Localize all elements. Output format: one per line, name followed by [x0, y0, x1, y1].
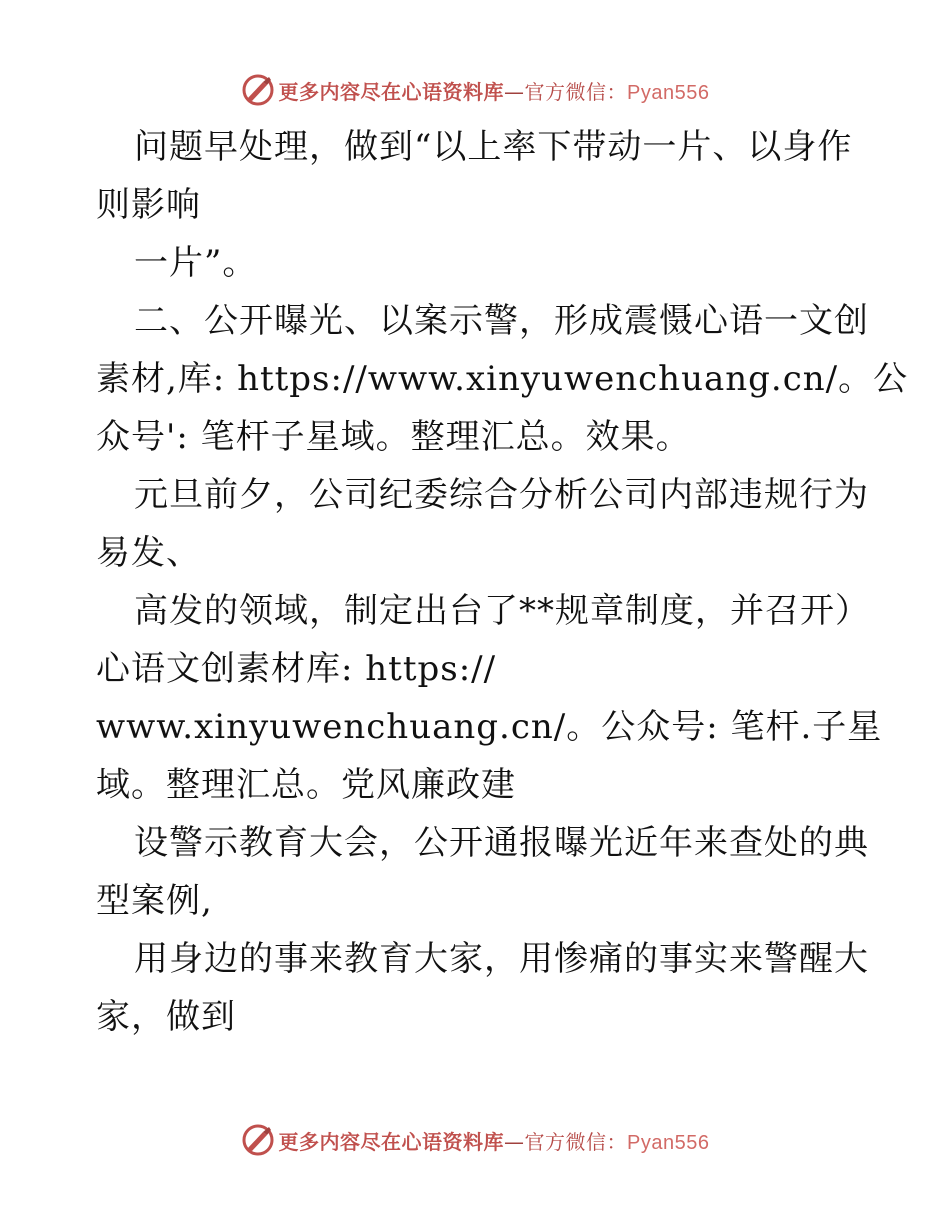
header-text — [279, 76, 710, 105]
text-line: 二、公开曝光、以案示警，形成震慑心语一文创 — [134, 301, 869, 341]
text-line: 型案例, — [96, 881, 213, 921]
footer-wechat-label: 官方微信： — [524, 1129, 628, 1154]
text-line: 高发的领域，制定出台了**规章制度，并召开） — [134, 591, 870, 631]
text-line: www.xinyuwenchuang.cn/。公众号: 笔杆.子星 — [96, 707, 883, 747]
text-line: 心语文创素材库: https:// — [96, 649, 497, 689]
text-line: 则影响 — [96, 185, 201, 225]
footer-banner — [0, 1120, 950, 1160]
footer-handle: Pyan556 — [627, 1131, 710, 1154]
text-line: 家，做到 — [96, 997, 236, 1037]
text-line: 易发、 — [96, 533, 201, 573]
header-handle: Pyan556 — [627, 81, 710, 104]
quill-logo-icon — [241, 73, 275, 107]
text-line: 域。整理汇总。党风廉政建 — [96, 765, 516, 805]
footer-text — [279, 1126, 710, 1155]
text-line: 元旦前夕，公司纪委综合分析公司内部违规行为 — [134, 475, 869, 515]
text-line: 问题早处理，做到“以上率下带动一片、以身作 — [134, 127, 853, 167]
header-wechat-label: 官方微信： — [524, 79, 628, 104]
footer-lead: 更多内容尽在心语资料库 — [278, 1129, 505, 1154]
text-line: 素材,库: https://www.xinyuwenchuang.cn/。公 — [96, 359, 909, 399]
quill-logo-icon — [241, 1123, 275, 1157]
text-line: 用身边的事来教育大家，用惨痛的事实来警醒大 — [134, 939, 869, 979]
document-body — [96, 118, 909, 1046]
text-line: 众号': 笔杆子星域。整理汇总。效果。 — [96, 417, 691, 457]
text-line: 一片”。 — [134, 243, 258, 283]
header-banner — [0, 70, 950, 110]
header-dash: — — [504, 79, 525, 104]
footer-dash: — — [504, 1129, 525, 1154]
text-line: 设警示教育大会，公开通报曝光近年来查处的典 — [134, 823, 869, 863]
header-lead: 更多内容尽在心语资料库 — [278, 79, 505, 104]
